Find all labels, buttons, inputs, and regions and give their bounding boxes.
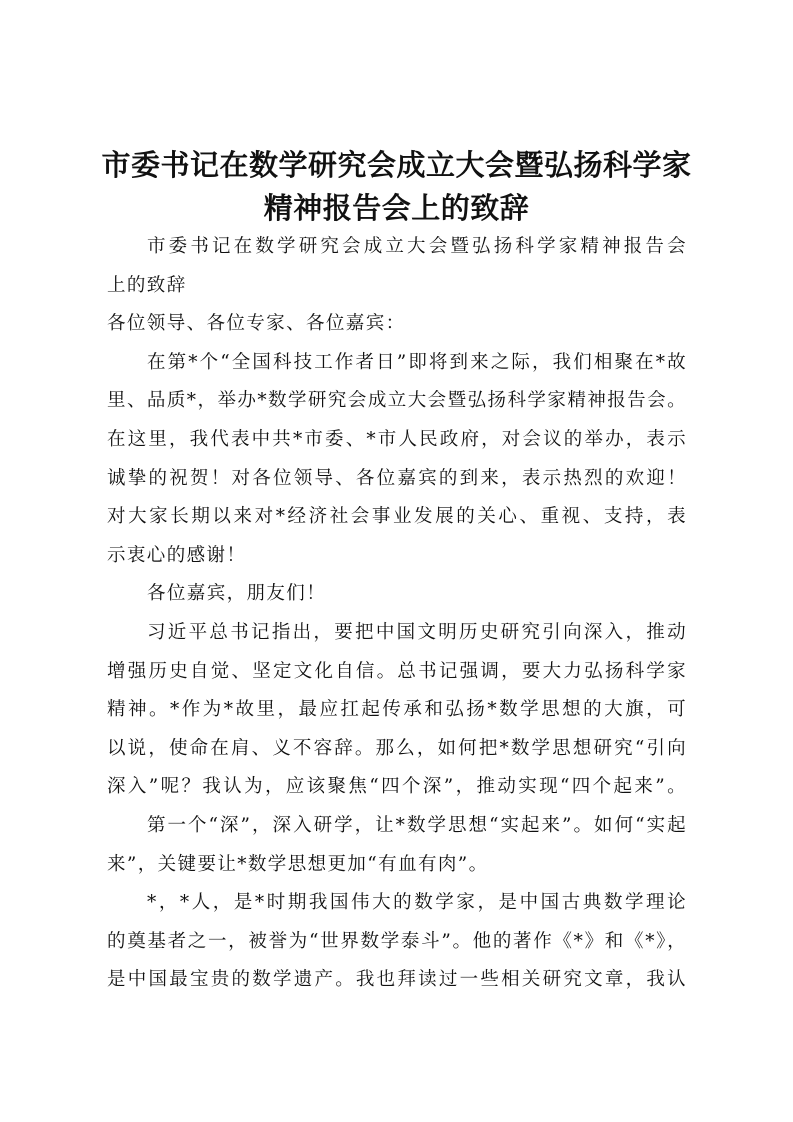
body-line: 各位嘉宾，朋友们！: [147, 583, 327, 605]
body-line: 示衷心的感谢！: [107, 544, 247, 566]
body-line: 诚挚的祝贺！对各位领导、各位嘉宾的到来，表示热烈的欢迎！: [107, 467, 687, 489]
body-line: 以说，使命在肩、义不容辞。那么，如何把*数学思想研究“引向: [107, 737, 687, 759]
body-line: 在这里，我代表中共*市委、*市人民政府，对会议的举办，表示: [107, 428, 687, 450]
body-line: 里、品质*，举办*数学研究会成立大会暨弘扬科学家精神报告会。: [107, 390, 687, 412]
body-line: 在第*个“全国科技工作者日”即将到来之际，我们相聚在*故: [147, 351, 687, 373]
body-line: 来”，关键要让*数学思想更加“有血有肉”。: [107, 853, 489, 875]
body-line: 习近平总书记指出，要把中国文明历史研究引向深入，推动: [147, 621, 687, 643]
body-line: 第一个“深”，深入研学，让*数学思想“实起来”。如何“实起: [147, 814, 687, 836]
document-title-line-2: 精神报告会上的致辞: [263, 191, 530, 225]
body-line: 深入”呢？我认为，应该聚焦“四个深”，推动实现“四个起来”。: [107, 776, 687, 798]
body-line: 上的致辞: [107, 274, 187, 296]
document-body: [107, 228, 687, 1000]
body-line: 精神。*作为*故里，最应扛起传承和弘扬*数学思想的大旗，可: [107, 699, 687, 721]
body-line: 各位领导、各位专家、各位嘉宾：: [107, 313, 406, 335]
body-line: 增强历史自觉、坚定文化自信。总书记强调，要大力弘扬科学家: [107, 660, 687, 682]
body-line: 是中国最宝贵的数学遗产。我也拜读过一些相关研究文章，我认: [107, 969, 687, 991]
body-line: 的奠基者之一，被誉为“世界数学泰斗”。他的著作《*》和《*》，: [107, 930, 687, 952]
document-title-line-1: 市委书记在数学研究会成立大会暨弘扬科学家: [101, 148, 692, 182]
body-line: 市委书记在数学研究会成立大会暨弘扬科学家精神报告会: [147, 236, 687, 257]
body-line: 对大家长期以来对*经济社会事业发展的关心、重视、支持，表: [107, 506, 687, 528]
body-line: *，*人，是*时期我国伟大的数学家，是中国古典数学理论: [147, 892, 687, 914]
